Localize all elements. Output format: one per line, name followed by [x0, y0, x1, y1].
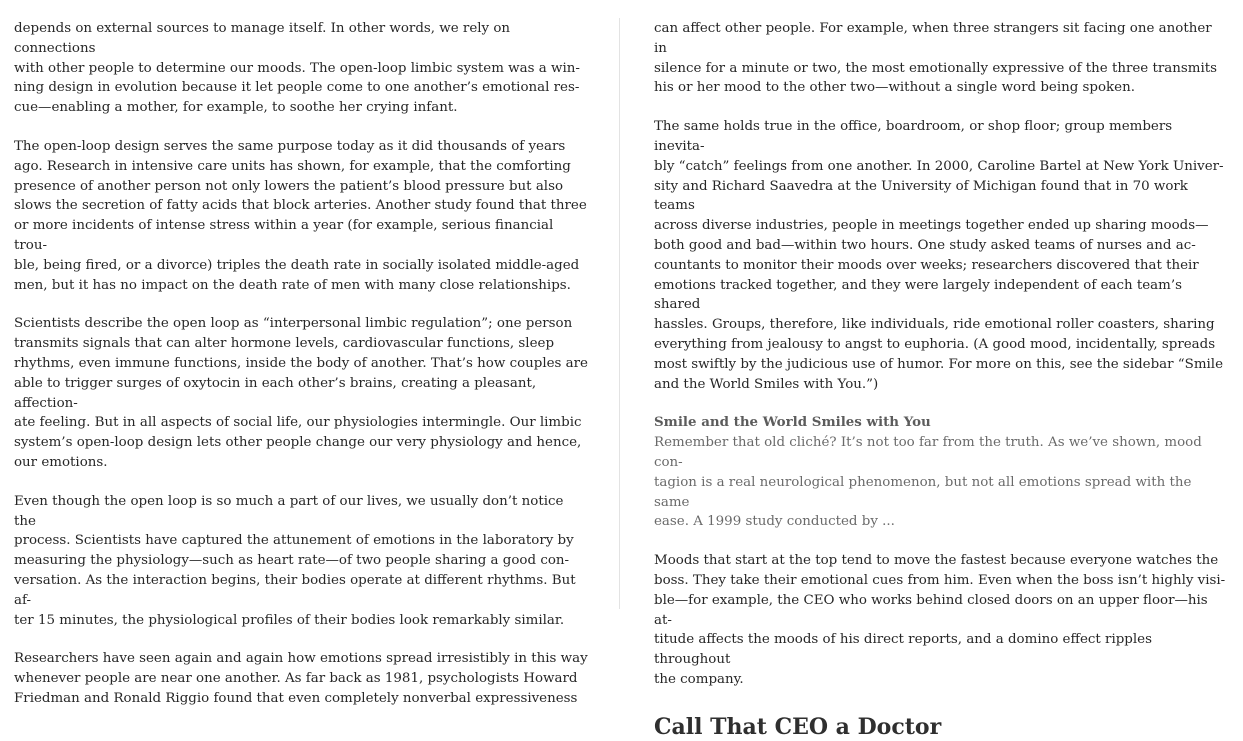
paragraph-open-loop-design: The open-loop design serves the same purpose today as it did thousands of years ago. Research in intensive care units has shown, for example, that the comforting presence of another person not only lowers the patient’s blood pressure but also slows the secretion of fatty acids that block arteries. Another study found that three or more incidents of intense stress within a year (for example, serious financial trou- ble, being fired, or a divorce) triples the death rate in socially isolated middle-aged men, but it has no impact on the death rate of men with many close relationships. — [14, 138, 587, 293]
sidebar-title[interactable]: Smile and the World Smiles with You — [654, 414, 931, 431]
paragraph-attunement: Even though the open loop is so much a part of our lives, we usually don’t notice the process. Scientists have captured the attunement of emotions in the laboratory by measuring the physiology—such as heart rate—of two people sharing a good con- versation. As the interaction begins, their bodies operate at different rhythms. But af- ter 15 minutes, the physiological profiles of their bodies look remarkably similar. — [14, 493, 576, 628]
paragraph-emotions-spread: Researchers have seen again and again how emotions spread irresistibly in this way whenever people are near one another. As far back as 1981, psychologists Howard Friedman and Ronald Riggio found that even completely nonverbal expressiveness — [14, 651, 588, 706]
paragraph-open-loop-intro: depends on external sources to manage itself. In other words, we rely on connections with other people to determine our moods. The open-loop limbic system was a win- ning design in evolution because it let people come to one another’s emotional res- cue—enabling a mother, for example, to soothe her crying infant. — [14, 21, 580, 116]
sidebar-excerpt: Remember that old cliché? It’s not too far from the truth. As we’ve shown, mood con- tagion is a real neurological phenomenon, but not all emotions spread with the same ease. A 1999 study conducted by ... — [654, 435, 1202, 530]
paragraph-moods-top: Moods that start at the top tend to move the fastest because everyone watches the boss. They take their emotional cues from him. Even when the boss isn’t highly visi- ble—for example, the CEO who works behind closed doors on an upper floor—his at- titude affects the moods of his direct reports, and a domino effect ripples throughout the company. — [654, 553, 1226, 687]
left-column — [14, 19, 588, 728]
paragraph-strangers: can affect other people. For example, when three strangers sit facing one another in silence for a minute or two, the most emotionally expressive of the three transmits his or her mood to the other two—without a single word being spoken. — [654, 21, 1217, 96]
paragraph-office-contagion: The same holds true in the office, boardroom, or shop floor; group members inevita- bly “catch” feelings from one another. In 2000, Caroline Bartel at New York Univer- sity and Richard Saavedra at the University of Michigan found that in 70 work teams across diverse industries, people in meetings together ended up sharing moods— both good and bad—within two hours. One study asked teams of nurses and ac- countants to monitor their moods over weeks; researchers discovered that their emotions tracked together, and they were largely independent of each team’s shared hassles. Groups, therefore, like individuals, ride emotional roller coasters, sharing everything from jealousy to angst to euphoria. (A good mood, incidentally, spreads most swiftly by the judicious use of humor. For more on this, see the sidebar “Smile and the World Smiles with You.”) — [654, 119, 1224, 392]
right-column — [654, 19, 1226, 741]
column-divider — [619, 18, 620, 609]
paragraph-limbic-regulation: Scientists describe the open loop as “interpersonal limbic regulation”; one person transmits signals that can alter hormone levels, cardiovascular functions, sleep rhythms, even immune functions, inside the body of another. That’s how couples are able to trigger surges of oxytocin in each other’s brains, creating a pleasant, affection- ate feeling. But in all aspects of social life, our physiologies intermingle. Our limbic system’s open-loop design lets other people change our very physiology and hence, our emotions. — [14, 316, 588, 470]
section-heading: Call That CEO a Doctor — [654, 713, 942, 740]
sidebar-teaser[interactable] — [654, 413, 1226, 532]
